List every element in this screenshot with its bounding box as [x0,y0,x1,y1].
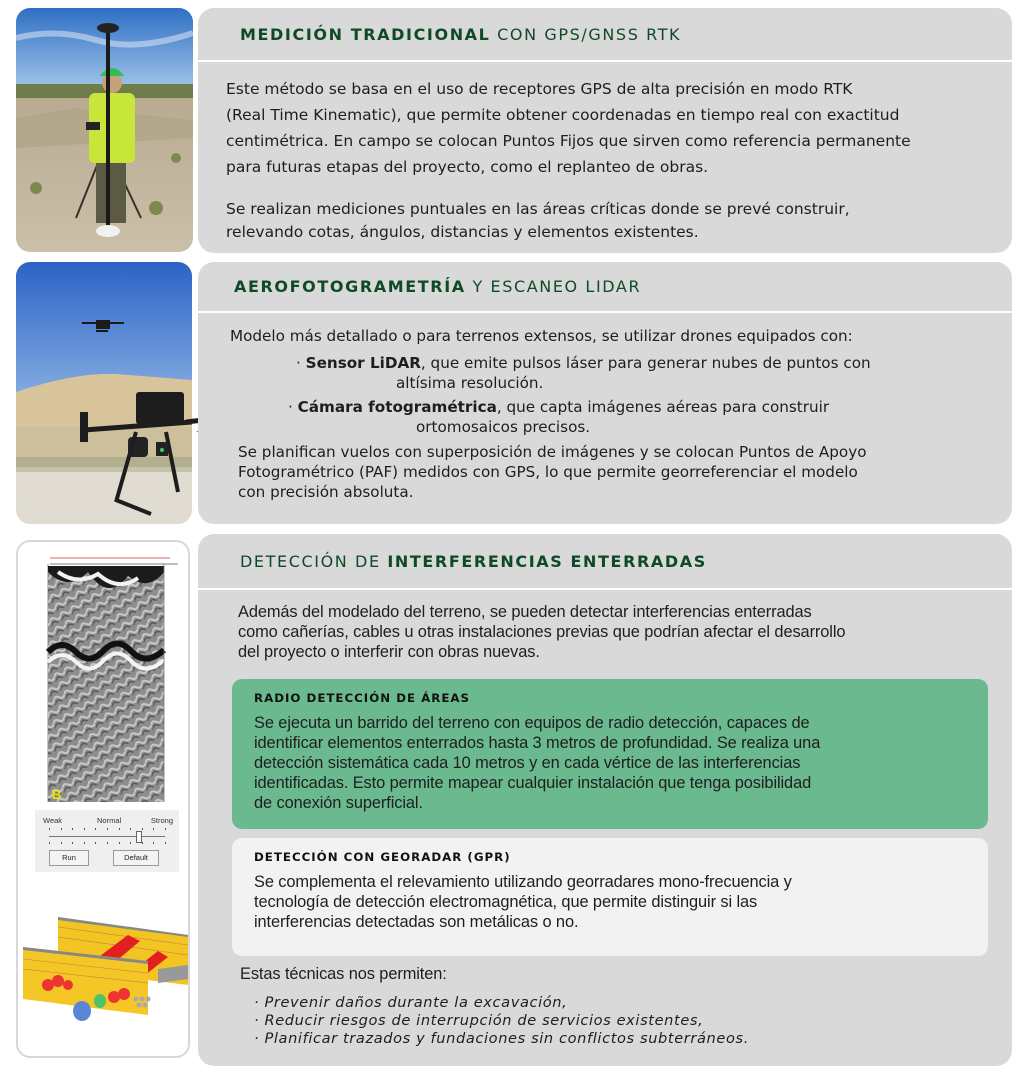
interference-3d-illustration [18,907,188,1037]
section-gps-rtk-header [198,8,1012,62]
slider-tick [153,828,154,830]
radio-deteccion-title: RADIO DETECCIÓN DE ÁREAS [254,691,471,705]
gain-control-panel [35,810,179,872]
radargram-image [18,542,188,804]
text-line: identificadas. Esto permite mapear cualquier instalación que tenga posibilidad [254,774,812,792]
interferencias-paragraph [238,602,1000,662]
bullet-text: , que emite pulsos láser para generar nubes de puntos con [420,354,871,372]
slider-tick [61,842,62,844]
bullet-text: , que capta imágenes aéreas para construir [496,398,830,416]
title-light: Y ESCANEO LIDAR [472,277,642,296]
slider-tick [49,828,50,830]
text-line: Este método se basa en el uso de receptores GPS de alta precisión en modo RTK [226,80,853,98]
section-interferencias [198,534,1012,1066]
section-gps-rtk-body [226,76,1006,244]
text-line: centimétrica. En campo se colocan Puntos Fijos que sirven como referencia permanente [226,132,911,150]
text-line: Se realizan mediciones puntuales en las áreas críticas donde se prevé construir, [226,200,850,218]
text-line: (Real Time Kinematic), que permite obtener coordenadas en tiempo real con exactitud [226,106,900,124]
slider-tick [84,842,85,844]
slider-tick [119,828,120,830]
bullet-continuation: altísima resolución. [396,374,544,392]
slider-tick [84,828,85,830]
slider-label-strong: Strong [150,816,173,825]
text-line: tecnología de detección electromagnética, que permite distinguir si las [254,893,758,911]
benefits-list [240,994,980,1048]
text-line: identificar elementos enterrados hasta 3 metros de profundidad. Se realiza una [254,734,821,752]
bullet-lidar [230,353,1000,392]
slider-tick [107,842,108,844]
slider-tick [107,828,108,830]
title-bold: INTERFERENCIAS ENTERRADAS [387,551,707,571]
drone-intro: Modelo más detallado o para terrenos extensos, se utilizar drones equipados con: [230,327,853,345]
slider-label-normal: Normal [97,816,122,825]
radio-deteccion-text [254,713,966,813]
text-line: Además del modelado del terreno, se pueden detectar interferencias enterradas [238,603,812,621]
text-line: Se ejecuta un barrido del terreno con equipos de radio detección, capaces de [254,714,810,732]
text-line: de conexión superficial. [254,794,423,812]
default-button[interactable]: Default [113,850,159,866]
slider-tick [119,842,120,844]
drone-image [16,262,192,524]
slider-tick [95,828,96,830]
slider-tick [165,828,166,830]
title-light: CON GPS/GNSS RTK [497,24,682,44]
title-bold: AEROFOTOGRAMETRÍA [234,277,466,296]
benefit-item: · Planificar trazados y fundaciones sin conflictos subterráneos. [254,1030,749,1047]
section-interferencias-title [240,552,707,571]
text-line: del proyecto o interferir con obras nuevas. [238,643,540,661]
radio-deteccion-box [232,679,988,829]
georadar-text [254,872,966,932]
bullet-continuation: ortomosaicos precisos. [416,418,591,436]
section-gps-rtk-title [240,25,681,44]
gps-paragraph-2 [226,198,1006,244]
text-line: Se planifican vuelos con superposición de imágenes y se colocan Puntos de Apoyo [238,443,867,461]
bullet-bold: Sensor LiDAR [305,354,421,372]
benefit-item: · Reducir riesgos de interrupción de servicios existentes, [254,1012,704,1029]
slider-tick [130,842,131,844]
slider-tick [142,842,143,844]
bullet-marker: · [288,398,293,416]
text-line: para futuras etapas del proyecto, como el replanteo de obras. [226,158,709,176]
slider-tick [95,842,96,844]
gps-surveyor-photo [16,8,193,252]
title-bold: MEDICIÓN TRADICIONAL [240,24,491,44]
slider-tick [153,842,154,844]
gps-paragraph-1 [226,76,1006,180]
text-line: relevando cotas, ángulos, distancias y elementos existentes. [226,223,699,241]
slider-tick [49,842,50,844]
slider-tick [142,828,143,830]
gain-slider-track[interactable] [49,836,165,837]
text-line: con precisión absoluta. [238,483,414,501]
section-aerofotogrametria-title [234,277,641,296]
section-interferencias-intro [238,602,1000,662]
benefits-intro: Estas técnicas nos permiten: [240,965,447,983]
text-line: detección sistemática cada 10 metros y en cada vértice de las interferencias [254,754,801,772]
text-line: Se complementa el relevamiento utilizando georradares mono-frecuencia y [254,873,792,891]
section-aerofotogrametria [198,262,1012,524]
section-interferencias-header [198,534,1012,590]
benefit-item: · Prevenir daños durante la excavación, [254,994,568,1011]
bullet-marker: · [296,354,301,372]
slider-tick [72,842,73,844]
slider-tick [130,828,131,830]
drone-photo [16,262,192,524]
georadar-box [232,838,988,956]
bullet-bold: Cámara fotogramétrica [297,398,497,416]
title-light: DETECCIÓN DE [240,551,381,571]
section-gps-rtk [198,8,1012,253]
slider-label-weak: Weak [43,816,63,825]
radargram-label: B [52,787,62,802]
slider-tick [61,828,62,830]
drone-outro [230,442,1000,502]
slider-tick [72,828,73,830]
gps-surveyor-image [16,8,193,252]
gpr-illustration-frame [16,540,190,1058]
text-line: como cañerías, cables u otras instalaciones previas que podrían afectar el desarrollo [238,623,846,641]
bullet-camera [230,397,1000,436]
run-button[interactable]: Run [49,850,89,866]
section-aerofotogrametria-body [230,326,1000,502]
section-aerofotogrametria-header [198,262,1012,313]
text-line: Fotogramétrico (PAF) medidos con GPS, lo que permite georreferenciar el modelo [238,463,858,481]
text-line: interferencias detectadas son metálicas o no. [254,913,579,931]
slider-tick [165,842,166,844]
benefits [240,964,980,1048]
georadar-title: DETECCIÓN CON GEORADAR (GPR) [254,850,511,864]
